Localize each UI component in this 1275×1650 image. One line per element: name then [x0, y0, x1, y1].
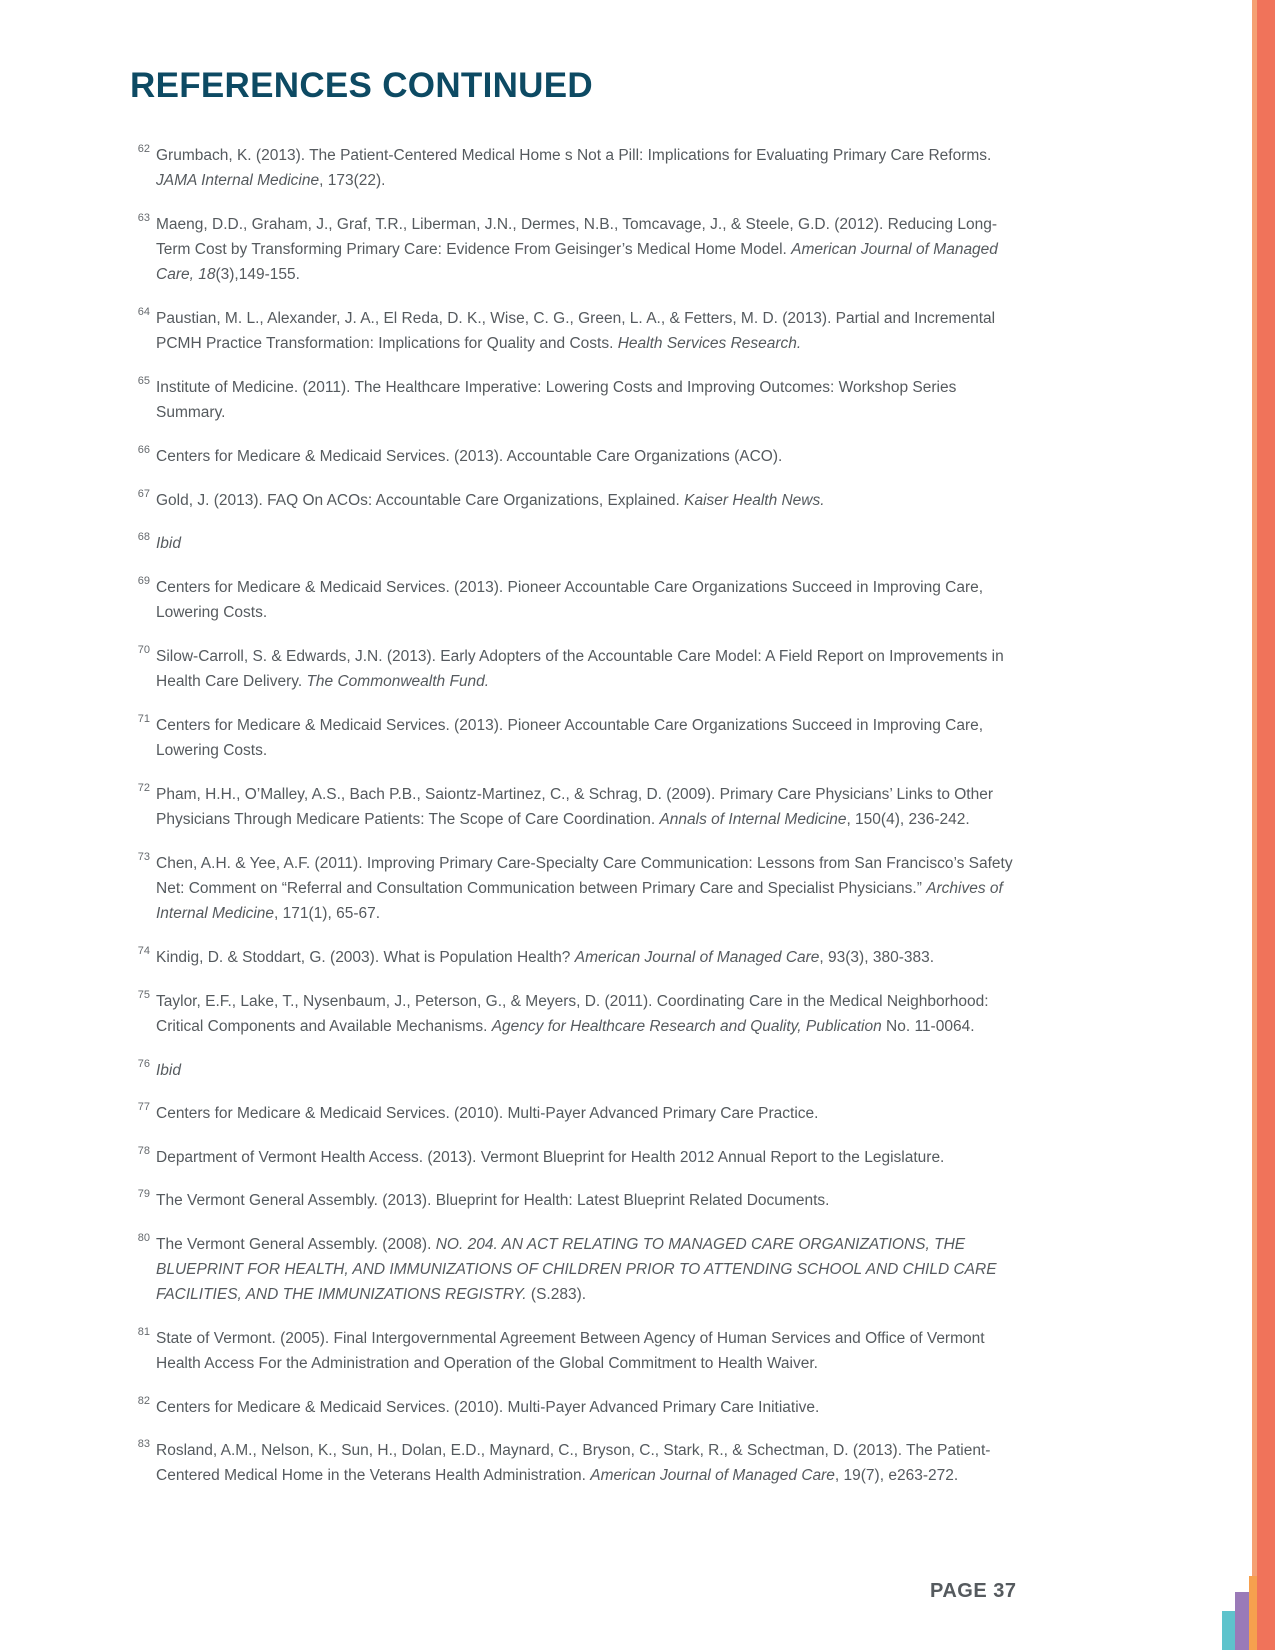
reference-italic-segment: Annals of Internal Medicine: [659, 811, 847, 828]
reference-italic-segment: Ibid: [156, 535, 181, 552]
reference-item: [137, 1395, 1016, 1420]
reference-item: [137, 782, 1016, 832]
reference-number: 67: [137, 488, 150, 500]
reference-number: 62: [137, 143, 150, 155]
reference-text: [156, 448, 782, 465]
reference-item: [137, 945, 1016, 970]
reference-segment: Rosland, A.M., Nelson, K., Sun, H., Dolan, E.D., Maynard, C., Bryson, C., Stark, R., & Schectman, D. (2013). The Patient-Centered Medical Home in the Veterans Health Administration.: [156, 1442, 991, 1484]
reference-item: [137, 851, 1016, 926]
reference-text: [156, 1442, 990, 1484]
reference-number: 77: [137, 1101, 150, 1113]
reference-segment: , 171(1), 65-67.: [274, 905, 381, 922]
reference-item: [137, 575, 1016, 625]
reference-text: [156, 310, 995, 352]
reference-segment: Gold, J. (2013). FAQ On ACOs: Accountable Care Organizations, Explained.: [156, 492, 685, 509]
reference-number: 82: [137, 1395, 150, 1407]
reference-italic-segment: American Journal of Managed Care, 18: [156, 241, 998, 283]
reference-number: 64: [137, 306, 150, 318]
reference-number: 63: [137, 212, 150, 224]
reference-item: [137, 1058, 1016, 1083]
reference-italic-segment: Archives of Internal Medicine: [156, 880, 1003, 922]
reference-italic-segment: Agency for Healthcare Research and Quality, Publication: [491, 1018, 882, 1035]
reference-number: 71: [137, 713, 150, 725]
reference-text: [156, 492, 825, 509]
reference-segment: Paustian, M. L., Alexander, J. A., El Reda, D. K., Wise, C. G., Green, L. A., & Fetters, M. D. (2013). Partial and Incremental PCMH Practice Transformation: Implications for Quality and Costs.: [156, 310, 996, 352]
reference-italic-segment: Ibid: [156, 1062, 181, 1079]
reference-segment: , 93(3), 380-383.: [819, 949, 935, 966]
reference-segment: Kindig, D. & Stoddart, G. (2003). What is Population Health?: [156, 949, 575, 966]
reference-segment: Centers for Medicare & Medicaid Services. (2013). Pioneer Accountable Care Organizations Succeed in Improving Care, Lowering Costs.: [156, 717, 984, 759]
reference-item: [137, 989, 1016, 1039]
reference-segment: (S.283).: [526, 1286, 587, 1303]
reference-segment: Centers for Medicare & Medicaid Services. (2010). Multi-Payer Advanced Primary Care Practice.: [156, 1105, 819, 1122]
reference-text: [156, 717, 983, 759]
reference-item: [137, 1232, 1016, 1307]
reference-italic-segment: Kaiser Health News.: [684, 492, 825, 509]
reference-text: [156, 855, 1013, 922]
reference-segment: (3),149-155.: [215, 266, 300, 283]
reference-number: 81: [137, 1326, 150, 1338]
reference-number: 70: [137, 644, 150, 656]
reference-item: [137, 713, 1016, 763]
reference-segment: , 19(7), e263-272.: [834, 1467, 959, 1484]
page-title: REFERENCES CONTINUED: [130, 66, 593, 105]
reference-text: [156, 1236, 997, 1303]
reference-item: [137, 375, 1016, 425]
reference-text: [156, 216, 998, 283]
reference-number: 78: [137, 1145, 150, 1157]
reference-number: 68: [137, 531, 150, 543]
reference-segment: Silow-Carroll, S. & Edwards, J.N. (2013). Early Adopters of the Accountable Care Model: A Field Report on Improvements in Health Care Delivery.: [156, 648, 1004, 690]
reference-segment: Maeng, D.D., Graham, J., Graf, T.R., Liberman, J.N., Dermes, N.B., Tomcavage, J., & Steele, G.D. (2012). Reducing Long-Term Cost by Transforming Primary Care: Evidence From Geisinger’s Medical Home Model.: [156, 216, 998, 258]
reference-italic-segment: NO. 204. AN ACT RELATING TO MANAGED CARE ORGANIZATIONS, THE BLUEPRINT FOR HEALTH, AND IMMUNIZATIONS OF CHILDREN PRIOR TO ATTENDING SCHOOL AND CHILD CARE FACILITIES, AND THE IMMUNIZATIONS REGISTRY.: [156, 1236, 997, 1303]
decorative-stripe-light-orange: [1249, 1576, 1257, 1650]
reference-segment: Centers for Medicare & Medicaid Services. (2013). Accountable Care Organizations (ACO).: [156, 448, 783, 465]
reference-segment: , 173(22).: [319, 172, 386, 189]
reference-segment: Department of Vermont Health Access. (2013). Vermont Blueprint for Health 2012 Annual Report to the Legislature.: [156, 1149, 945, 1166]
reference-segment: , 150(4), 236-242.: [846, 811, 970, 828]
reference-text: [156, 648, 1004, 690]
reference-segment: The Vermont General Assembly. (2008).: [156, 1236, 436, 1253]
reference-italic-segment: American Journal of Managed Care: [574, 949, 820, 966]
reference-segment: Grumbach, K. (2013). The Patient-Centered Medical Home s Not a Pill: Implications for Evaluating Primary Care Reforms.: [156, 147, 992, 164]
reference-text: [156, 1062, 181, 1079]
reference-item: [137, 1188, 1016, 1213]
reference-text: [156, 1149, 944, 1166]
reference-text: [156, 1330, 985, 1372]
reference-text: [156, 1105, 818, 1122]
reference-text: [156, 993, 989, 1035]
reference-item: [137, 1326, 1016, 1376]
reference-text: [156, 535, 181, 552]
reference-number: 79: [137, 1188, 150, 1200]
reference-text: [156, 579, 983, 621]
reference-item: [137, 306, 1016, 356]
decorative-stripe-teal: [1222, 1611, 1235, 1650]
reference-segment: Taylor, E.F., Lake, T., Nysenbaum, J., Peterson, G., & Meyers, D. (2011). Coordinating Care in the Medical Neighborhood: Critical Components and Available Mechanisms.: [156, 993, 989, 1035]
reference-number: 74: [137, 945, 150, 957]
decorative-stripe-peach: [1252, 0, 1257, 1650]
reference-segment: Institute of Medicine. (2011). The Healthcare Imperative: Lowering Costs and Improving Outcomes: Workshop Series Summary.: [156, 379, 957, 421]
reference-number: 75: [137, 989, 150, 1001]
decorative-stripe-purple: [1235, 1592, 1249, 1650]
reference-text: [156, 949, 934, 966]
reference-number: 83: [137, 1438, 150, 1450]
reference-item: [137, 531, 1016, 556]
reference-segment: Chen, A.H. & Yee, A.F. (2011). Improving Primary Care-Specialty Care Communication: Lessons from San Francisco’s Safety Net: Comment on “Referral and Consultation Communication between Primary Care and Specialist Physicians.”: [156, 855, 1013, 897]
reference-item: [137, 212, 1016, 287]
reference-item: [137, 644, 1016, 694]
reference-text: [156, 786, 993, 828]
reference-italic-segment: The Commonwealth Fund.: [306, 673, 490, 690]
reference-number: 80: [137, 1232, 150, 1244]
reference-segment: Centers for Medicare & Medicaid Services. (2013). Pioneer Accountable Care Organizations Succeed in Improving Care, Lowering Costs.: [156, 579, 984, 621]
reference-segment: State of Vermont. (2005). Final Intergovernmental Agreement Between Agency of Human Services and Office of Vermont Health Access For the Administration and Operation of the Global Commitment to Health Waiver.: [156, 1330, 985, 1372]
reference-number: 72: [137, 782, 150, 794]
reference-italic-segment: JAMA Internal Medicine: [156, 172, 320, 189]
reference-text: [156, 147, 991, 189]
reference-text: [156, 1192, 829, 1209]
reference-italic-segment: American Journal of Managed Care: [590, 1467, 835, 1484]
reference-item: [137, 1438, 1016, 1488]
reference-segment: Centers for Medicare & Medicaid Services. (2010). Multi-Payer Advanced Primary Care Initiative.: [156, 1399, 820, 1416]
reference-text: [156, 379, 956, 421]
reference-segment: Pham, H.H., O’Malley, A.S., Bach P.B., Saiontz-Martinez, C., & Schrag, D. (2009). Primary Care Physicians’ Links to Other Physicians Through Medicare Patients: The Scope of Care Coordination.: [156, 786, 994, 828]
page-number: PAGE 37: [930, 1580, 1017, 1602]
reference-number: 73: [137, 851, 150, 863]
reference-item: [137, 143, 1016, 193]
reference-segment: The Vermont General Assembly. (2013). Blueprint for Health: Latest Blueprint Related Documents.: [156, 1192, 830, 1209]
reference-segment: No. 11-0064.: [881, 1018, 975, 1035]
reference-number: 66: [137, 444, 150, 456]
reference-item: [137, 1101, 1016, 1126]
reference-number: 69: [137, 575, 150, 587]
reference-italic-segment: Health Services Research.: [617, 335, 802, 352]
reference-item: [137, 488, 1016, 513]
reference-number: 76: [137, 1058, 150, 1070]
decorative-stripe-orange: [1257, 0, 1275, 1650]
reference-text: [156, 1399, 819, 1416]
reference-number: 65: [137, 375, 150, 387]
reference-item: [137, 1145, 1016, 1170]
reference-item: [137, 444, 1016, 469]
